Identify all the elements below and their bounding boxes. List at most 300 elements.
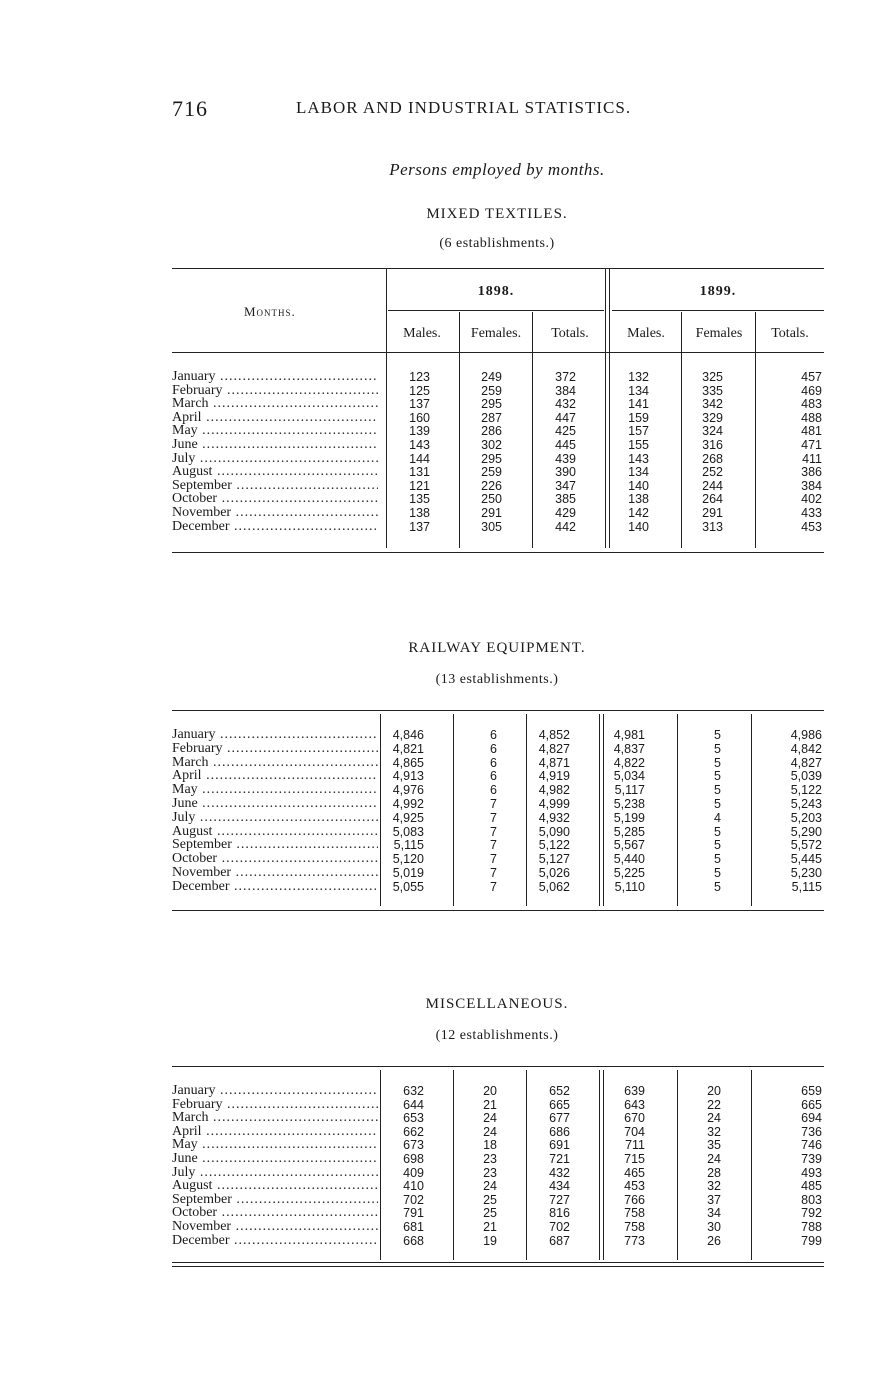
header-males-1898: Males. bbox=[403, 326, 441, 341]
section-title-mixed-textiles: MIXED TEXTILES. bbox=[426, 206, 568, 222]
cell-totals-1899: 659 bbox=[801, 1084, 822, 1098]
table-row bbox=[172, 852, 824, 866]
cell-totals-1899: 471 bbox=[801, 438, 822, 452]
cell-totals-1898: 434 bbox=[549, 1179, 570, 1194]
cell-males-1898: 410 bbox=[403, 1179, 424, 1194]
cell-totals-1899: 5,122 bbox=[790, 783, 822, 798]
cell-males-1898: 653 bbox=[403, 1111, 424, 1126]
cell-totals-1899: 665 bbox=[801, 1097, 822, 1112]
cell-males-1898: 409 bbox=[403, 1165, 424, 1180]
cell-females-1898: 250 bbox=[481, 492, 502, 507]
cell-females-1899: 37 bbox=[707, 1192, 721, 1207]
cell-females-1898: 6 bbox=[490, 755, 497, 770]
cell-females-1898: 24 bbox=[483, 1111, 497, 1126]
month-label: December ..... bbox=[172, 880, 378, 894]
cell-females-1899: 268 bbox=[702, 451, 723, 466]
header-totals-1898: Totals. bbox=[551, 326, 589, 341]
cell-females-1898: 295 bbox=[481, 397, 502, 412]
month-label: October ..... bbox=[172, 1206, 378, 1220]
cell-totals-1898: 665 bbox=[549, 1097, 570, 1112]
month-label: January ..... bbox=[172, 1084, 378, 1098]
month-label: March ..... bbox=[172, 397, 378, 411]
cell-males-1898: 5,083 bbox=[392, 824, 424, 839]
table-row bbox=[172, 1111, 824, 1125]
cell-males-1898: 160 bbox=[409, 410, 430, 425]
cell-males-1899: 5,034 bbox=[613, 769, 645, 784]
cell-females-1899: 5 bbox=[714, 769, 721, 784]
cell-males-1899: 639 bbox=[624, 1084, 645, 1098]
cell-totals-1899: 736 bbox=[801, 1124, 822, 1139]
table-top-rule bbox=[172, 1066, 824, 1067]
month-label: September ..... bbox=[172, 479, 378, 493]
cell-totals-1899: 384 bbox=[801, 478, 822, 493]
cell-females-1899: 5 bbox=[714, 824, 721, 839]
cell-totals-1898: 439 bbox=[555, 451, 576, 466]
cell-totals-1899: 5,115 bbox=[791, 879, 822, 894]
cell-totals-1898: 5,127 bbox=[538, 852, 570, 867]
cell-males-1899: 5,225 bbox=[613, 866, 645, 880]
cell-males-1899: 155 bbox=[628, 438, 649, 452]
cell-males-1899: 5,117 bbox=[614, 783, 645, 798]
cell-males-1898: 702 bbox=[403, 1192, 424, 1207]
cell-males-1899: 758 bbox=[624, 1206, 645, 1221]
table-row bbox=[172, 1234, 824, 1248]
table-row bbox=[172, 370, 824, 384]
month-label: March ..... bbox=[172, 756, 378, 770]
cell-males-1899: 140 bbox=[628, 519, 649, 534]
cell-males-1899: 670 bbox=[624, 1111, 645, 1126]
month-label: July ..... bbox=[172, 452, 378, 466]
cell-females-1899: 22 bbox=[707, 1097, 721, 1112]
cell-females-1899: 4 bbox=[714, 810, 721, 825]
month-label: April ..... bbox=[172, 1125, 378, 1139]
cell-females-1898: 305 bbox=[481, 519, 502, 534]
cell-totals-1898: 4,982 bbox=[538, 783, 570, 798]
table-row bbox=[172, 397, 824, 411]
cell-males-1899: 465 bbox=[624, 1165, 645, 1180]
table-row bbox=[172, 1166, 824, 1180]
cell-totals-1898: 432 bbox=[549, 1165, 570, 1180]
cell-totals-1899: 469 bbox=[801, 383, 822, 398]
month-label: August ..... bbox=[172, 465, 378, 479]
cell-females-1898: 7 bbox=[490, 797, 497, 811]
month-label: May ..... bbox=[172, 783, 378, 797]
cell-males-1899: 766 bbox=[624, 1192, 645, 1207]
cell-males-1898: 131 bbox=[409, 465, 430, 480]
cell-females-1899: 291 bbox=[702, 506, 723, 520]
cell-males-1898: 668 bbox=[403, 1233, 424, 1248]
cell-females-1899: 24 bbox=[707, 1152, 721, 1166]
month-label: June ..... bbox=[172, 797, 378, 811]
table-row bbox=[172, 825, 824, 839]
cell-totals-1898: 5,026 bbox=[538, 866, 570, 880]
cell-males-1899: 134 bbox=[628, 383, 649, 398]
cell-totals-1899: 493 bbox=[801, 1165, 822, 1180]
cell-males-1898: 139 bbox=[409, 424, 430, 439]
table-row bbox=[172, 492, 824, 506]
month-label: November ..... bbox=[172, 506, 378, 520]
cell-females-1899: 329 bbox=[702, 410, 723, 425]
table-bottom-rule bbox=[172, 910, 824, 911]
month-label: August ..... bbox=[172, 825, 378, 839]
cell-totals-1898: 652 bbox=[549, 1084, 570, 1098]
month-label: April ..... bbox=[172, 411, 378, 425]
cell-females-1898: 7 bbox=[490, 824, 497, 839]
month-label: July ..... bbox=[172, 811, 378, 825]
page-number: 716 bbox=[172, 96, 208, 121]
section-subtitle-mixed-textiles: (6 establishments.) bbox=[439, 236, 555, 251]
month-label: November ..... bbox=[172, 1220, 378, 1234]
cell-totals-1899: 386 bbox=[801, 465, 822, 480]
cell-totals-1899: 792 bbox=[801, 1206, 822, 1221]
header-females-1899: Females bbox=[695, 326, 743, 341]
cell-totals-1899: 739 bbox=[801, 1152, 822, 1166]
cell-totals-1899: 483 bbox=[801, 397, 822, 412]
cell-females-1898: 6 bbox=[490, 741, 497, 756]
table-row bbox=[172, 438, 824, 452]
cell-totals-1898: 425 bbox=[555, 424, 576, 439]
cell-males-1898: 4,976 bbox=[392, 783, 424, 798]
cell-males-1899: 704 bbox=[624, 1124, 645, 1139]
cell-females-1899: 5 bbox=[714, 728, 721, 742]
table-row bbox=[172, 866, 824, 880]
month-label: January ..... bbox=[172, 370, 378, 384]
cell-totals-1898: 390 bbox=[555, 465, 576, 480]
cell-males-1898: 123 bbox=[409, 370, 430, 384]
cell-totals-1898: 687 bbox=[549, 1233, 570, 1248]
cell-males-1899: 5,238 bbox=[613, 797, 645, 811]
section-title-miscellaneous: MISCELLANEOUS. bbox=[425, 996, 569, 1012]
cell-females-1898: 21 bbox=[483, 1220, 497, 1234]
month-label: January ..... bbox=[172, 728, 378, 742]
cell-females-1898: 23 bbox=[483, 1165, 497, 1180]
cell-totals-1898: 721 bbox=[549, 1152, 570, 1166]
cell-females-1899: 26 bbox=[707, 1233, 721, 1248]
table-top-rule bbox=[172, 268, 824, 269]
month-label: April ..... bbox=[172, 769, 378, 783]
table-bottom-rule bbox=[172, 1262, 824, 1263]
table-row bbox=[172, 769, 824, 783]
cell-totals-1899: 433 bbox=[801, 506, 822, 520]
cell-females-1898: 259 bbox=[481, 465, 502, 480]
cell-males-1899: 5,285 bbox=[613, 824, 645, 839]
cell-totals-1899: 4,986 bbox=[790, 728, 822, 742]
cell-females-1898: 302 bbox=[481, 438, 502, 452]
cell-females-1899: 313 bbox=[702, 519, 723, 534]
cell-males-1898: 4,992 bbox=[392, 797, 424, 811]
cell-females-1898: 19 bbox=[483, 1233, 497, 1248]
cell-females-1899: 264 bbox=[702, 492, 723, 507]
cell-males-1898: 698 bbox=[403, 1152, 424, 1166]
table-row bbox=[172, 1138, 824, 1152]
section-subtitle-railway-equipment: (13 establishments.) bbox=[435, 672, 559, 687]
cell-females-1898: 24 bbox=[483, 1179, 497, 1194]
cell-females-1898: 249 bbox=[481, 370, 502, 384]
cell-males-1898: 4,846 bbox=[392, 728, 424, 742]
cell-females-1899: 324 bbox=[702, 424, 723, 439]
table-row bbox=[172, 424, 824, 438]
table-railway-equipment bbox=[172, 710, 824, 916]
cell-females-1898: 20 bbox=[483, 1084, 497, 1098]
month-label: June ..... bbox=[172, 438, 378, 452]
table-row bbox=[172, 1179, 824, 1193]
cell-females-1898: 295 bbox=[481, 451, 502, 466]
header-totals-1899: Totals. bbox=[771, 326, 809, 341]
month-label: October ..... bbox=[172, 492, 378, 506]
table-row bbox=[172, 465, 824, 479]
table-row bbox=[172, 479, 824, 493]
cell-totals-1898: 447 bbox=[555, 410, 576, 425]
table-row bbox=[172, 452, 824, 466]
cell-totals-1898: 691 bbox=[549, 1138, 570, 1153]
cell-totals-1899: 799 bbox=[801, 1233, 822, 1248]
table-row bbox=[172, 1084, 824, 1098]
cell-males-1899: 5,199 bbox=[613, 810, 645, 825]
cell-totals-1899: 457 bbox=[801, 370, 822, 384]
cell-females-1898: 25 bbox=[483, 1192, 497, 1207]
cell-females-1899: 5 bbox=[714, 797, 721, 811]
cell-totals-1898: 384 bbox=[555, 383, 576, 398]
cell-females-1899: 35 bbox=[707, 1138, 721, 1153]
cell-males-1899: 715 bbox=[624, 1152, 645, 1166]
cell-females-1899: 342 bbox=[702, 397, 723, 412]
header-bottom-rule bbox=[172, 352, 824, 353]
cell-totals-1898: 677 bbox=[549, 1111, 570, 1126]
months-column-header: Months. bbox=[244, 304, 296, 319]
table-row bbox=[172, 1098, 824, 1112]
cell-totals-1899: 5,203 bbox=[790, 810, 822, 825]
cell-females-1898: 24 bbox=[483, 1124, 497, 1139]
cell-females-1898: 7 bbox=[490, 852, 497, 867]
cell-females-1899: 5 bbox=[714, 879, 721, 894]
cell-totals-1898: 4,919 bbox=[538, 769, 570, 784]
cell-females-1898: 291 bbox=[481, 506, 502, 520]
cell-females-1899: 20 bbox=[707, 1084, 721, 1098]
cell-females-1898: 25 bbox=[483, 1206, 497, 1221]
cell-totals-1898: 445 bbox=[555, 438, 576, 452]
cell-totals-1898: 429 bbox=[555, 506, 576, 520]
cell-females-1898: 6 bbox=[490, 769, 497, 784]
cell-totals-1899: 5,243 bbox=[790, 797, 822, 811]
cell-totals-1898: 686 bbox=[549, 1124, 570, 1139]
cell-males-1899: 142 bbox=[628, 506, 649, 520]
cell-males-1899: 159 bbox=[628, 410, 649, 425]
cell-females-1899: 30 bbox=[707, 1220, 721, 1234]
cell-totals-1898: 4,932 bbox=[538, 810, 570, 825]
month-label: September ..... bbox=[172, 1193, 378, 1207]
month-label: June ..... bbox=[172, 1152, 378, 1166]
cell-males-1898: 673 bbox=[403, 1138, 424, 1153]
cell-totals-1899: 803 bbox=[801, 1192, 822, 1207]
cell-totals-1898: 432 bbox=[555, 397, 576, 412]
table-row bbox=[172, 728, 824, 742]
cell-females-1899: 5 bbox=[714, 755, 721, 770]
month-label: May ..... bbox=[172, 424, 378, 438]
cell-males-1898: 4,925 bbox=[392, 810, 424, 825]
month-label: September ..... bbox=[172, 838, 378, 852]
cell-males-1898: 4,913 bbox=[392, 769, 424, 784]
cell-males-1899: 5,440 bbox=[613, 852, 645, 867]
cell-totals-1899: 5,445 bbox=[790, 852, 822, 867]
cell-females-1899: 28 bbox=[707, 1165, 721, 1180]
table-bottom-double-rule bbox=[172, 1266, 824, 1267]
cell-males-1899: 140 bbox=[628, 478, 649, 493]
month-label: May ..... bbox=[172, 1138, 378, 1152]
cell-females-1899: 5 bbox=[714, 866, 721, 880]
cell-females-1899: 252 bbox=[702, 465, 723, 480]
cell-totals-1899: 402 bbox=[801, 492, 822, 507]
cell-males-1899: 157 bbox=[628, 424, 649, 439]
cell-totals-1899: 453 bbox=[801, 519, 822, 534]
table-row bbox=[172, 506, 824, 520]
cell-females-1898: 7 bbox=[490, 810, 497, 825]
cell-totals-1898: 702 bbox=[549, 1220, 570, 1234]
cell-totals-1899: 5,290 bbox=[790, 824, 822, 839]
cell-totals-1898: 727 bbox=[549, 1192, 570, 1207]
cell-totals-1899: 4,827 bbox=[790, 755, 822, 770]
cell-females-1898: 286 bbox=[481, 424, 502, 439]
cell-totals-1899: 488 bbox=[801, 410, 822, 425]
month-label: December ..... bbox=[172, 1234, 378, 1248]
cell-totals-1899: 485 bbox=[801, 1179, 822, 1194]
cell-males-1899: 4,837 bbox=[613, 741, 645, 756]
table-row bbox=[172, 880, 824, 894]
year-1899-rule bbox=[612, 310, 824, 311]
cell-males-1898: 5,115 bbox=[393, 838, 424, 853]
cell-females-1899: 5 bbox=[714, 741, 721, 756]
page-header bbox=[172, 96, 712, 126]
month-label: November ..... bbox=[172, 866, 378, 880]
cell-females-1898: 287 bbox=[481, 410, 502, 425]
cell-males-1898: 137 bbox=[409, 397, 430, 412]
cell-males-1899: 711 bbox=[625, 1138, 645, 1153]
section-title-railway-equipment: RAILWAY EQUIPMENT. bbox=[408, 640, 586, 656]
table-row bbox=[172, 1193, 824, 1207]
table-row bbox=[172, 520, 824, 534]
cell-females-1898: 6 bbox=[490, 728, 497, 742]
cell-males-1899: 5,567 bbox=[613, 838, 645, 853]
cell-totals-1898: 4,999 bbox=[538, 797, 570, 811]
cell-females-1898: 18 bbox=[483, 1138, 497, 1153]
cell-totals-1898: 4,827 bbox=[538, 741, 570, 756]
cell-totals-1898: 442 bbox=[555, 519, 576, 534]
cell-totals-1898: 4,852 bbox=[538, 728, 570, 742]
month-label: July ..... bbox=[172, 1166, 378, 1180]
cell-females-1899: 32 bbox=[707, 1124, 721, 1139]
cell-males-1898: 143 bbox=[409, 438, 430, 452]
header-females-1898: Females. bbox=[470, 326, 522, 341]
cell-totals-1898: 5,062 bbox=[538, 879, 570, 894]
cell-males-1899: 143 bbox=[628, 451, 649, 466]
running-title: LABOR AND INDUSTRIAL STATISTICS. bbox=[296, 98, 632, 117]
table-row bbox=[172, 811, 824, 825]
cell-males-1899: 132 bbox=[628, 370, 649, 384]
table-row bbox=[172, 1220, 824, 1234]
cell-females-1898: 259 bbox=[481, 383, 502, 398]
cell-males-1899: 453 bbox=[624, 1179, 645, 1194]
table-row bbox=[172, 797, 824, 811]
cell-totals-1898: 5,090 bbox=[538, 824, 570, 839]
cell-males-1898: 791 bbox=[403, 1206, 424, 1221]
cell-males-1899: 758 bbox=[624, 1220, 645, 1234]
cell-totals-1898: 385 bbox=[555, 492, 576, 507]
cell-males-1898: 5,019 bbox=[392, 866, 424, 880]
cell-totals-1898: 372 bbox=[555, 370, 576, 384]
year-1899-header: 1899. bbox=[699, 284, 737, 299]
cell-totals-1899: 694 bbox=[801, 1111, 822, 1126]
table-row bbox=[172, 756, 824, 770]
table-miscellaneous bbox=[172, 1066, 824, 1272]
cell-totals-1899: 788 bbox=[801, 1220, 822, 1234]
cell-females-1898: 226 bbox=[481, 478, 502, 493]
cell-totals-1898: 347 bbox=[555, 478, 576, 493]
table-mixed-textiles bbox=[172, 268, 824, 556]
table-row bbox=[172, 838, 824, 852]
cell-females-1898: 7 bbox=[490, 866, 497, 880]
table-row bbox=[172, 1125, 824, 1139]
cell-totals-1899: 411 bbox=[802, 451, 822, 466]
cell-females-1899: 5 bbox=[714, 838, 721, 853]
cell-females-1899: 32 bbox=[707, 1179, 721, 1194]
cell-totals-1899: 4,842 bbox=[790, 741, 822, 756]
cell-males-1898: 662 bbox=[403, 1124, 424, 1139]
table-row bbox=[172, 384, 824, 398]
cell-males-1899: 773 bbox=[624, 1233, 645, 1248]
month-label: February ..... bbox=[172, 384, 378, 398]
cell-males-1899: 138 bbox=[628, 492, 649, 507]
cell-males-1898: 138 bbox=[409, 506, 430, 520]
table-row bbox=[172, 1206, 824, 1220]
month-label: March ..... bbox=[172, 1111, 378, 1125]
cell-males-1898: 681 bbox=[403, 1220, 424, 1234]
month-label: December ..... bbox=[172, 520, 378, 534]
table-row bbox=[172, 411, 824, 425]
cell-females-1899: 5 bbox=[714, 783, 721, 798]
cell-males-1898: 4,865 bbox=[392, 755, 424, 770]
cell-totals-1898: 816 bbox=[549, 1206, 570, 1221]
cell-females-1899: 5 bbox=[714, 852, 721, 867]
table-row bbox=[172, 783, 824, 797]
table-row bbox=[172, 742, 824, 756]
header-males-1899: Males. bbox=[627, 326, 665, 341]
cell-females-1899: 24 bbox=[707, 1111, 721, 1126]
cell-totals-1899: 5,230 bbox=[790, 866, 822, 880]
cell-totals-1898: 5,122 bbox=[538, 838, 570, 853]
cell-males-1899: 4,822 bbox=[613, 755, 645, 770]
cell-females-1898: 23 bbox=[483, 1152, 497, 1166]
cell-males-1899: 643 bbox=[624, 1097, 645, 1112]
year-1898-rule bbox=[388, 310, 604, 311]
cell-totals-1899: 5,039 bbox=[790, 769, 822, 784]
cell-totals-1899: 746 bbox=[801, 1138, 822, 1153]
cell-males-1898: 5,120 bbox=[392, 852, 424, 867]
cell-females-1899: 316 bbox=[702, 438, 723, 452]
cell-males-1899: 134 bbox=[628, 465, 649, 480]
year-1898-header: 1898. bbox=[477, 284, 515, 299]
cell-totals-1899: 481 bbox=[801, 424, 822, 439]
cell-females-1899: 34 bbox=[707, 1206, 721, 1221]
month-label: February ..... bbox=[172, 1098, 378, 1112]
cell-females-1898: 6 bbox=[490, 783, 497, 798]
month-label: October ..... bbox=[172, 852, 378, 866]
cell-totals-1898: 4,871 bbox=[538, 755, 570, 770]
month-label: February ..... bbox=[172, 742, 378, 756]
table-row bbox=[172, 1152, 824, 1166]
cell-males-1898: 5,055 bbox=[392, 879, 424, 894]
cell-males-1898: 644 bbox=[403, 1097, 424, 1112]
cell-males-1898: 135 bbox=[409, 492, 430, 507]
cell-females-1899: 335 bbox=[702, 383, 723, 398]
